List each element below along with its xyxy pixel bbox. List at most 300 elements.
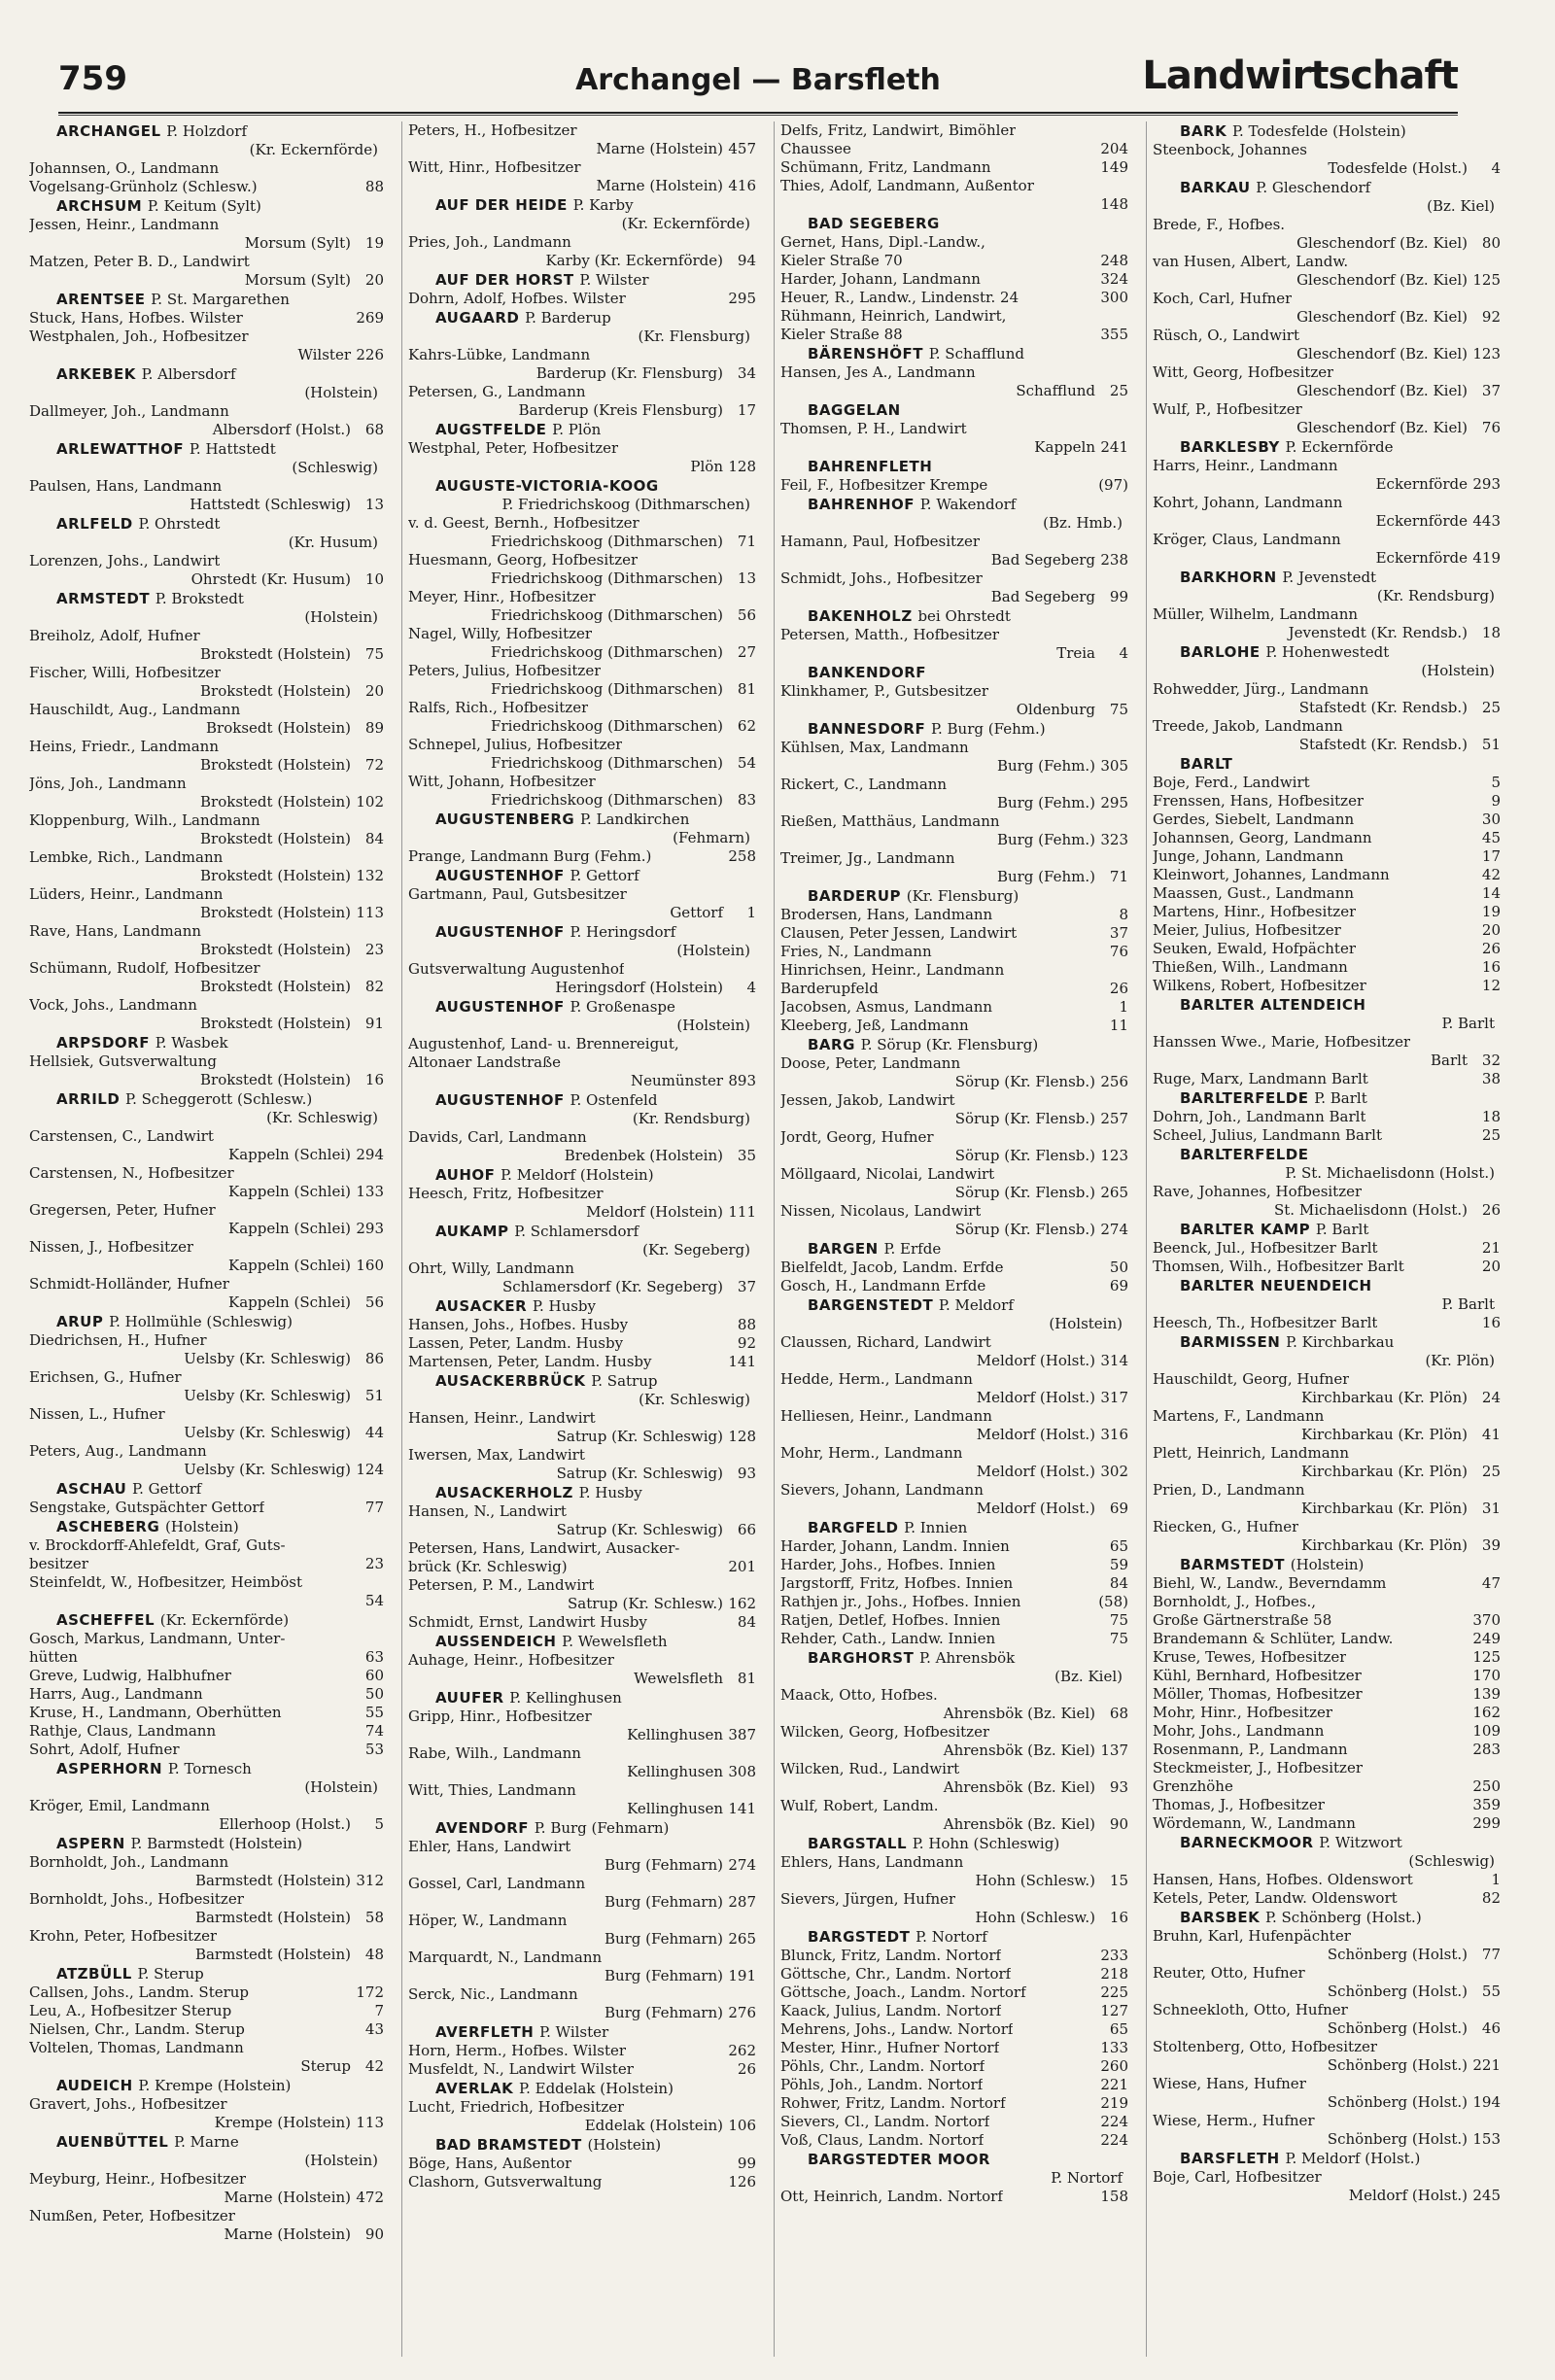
place-heading <box>29 1610 384 1630</box>
phone-number <box>750 233 756 252</box>
entry-name: Bornholdt, Joh., Landmann <box>29 1853 229 1871</box>
entry-location <box>408 791 756 810</box>
entry-name: Nagel, Willy, Hofbesitzer <box>408 625 593 642</box>
entry-name: Steinfeldt, W., Hofbesitzer, Heimböst <box>29 1573 302 1591</box>
phone-number: 141 <box>728 1800 756 1817</box>
phone-number <box>750 1053 756 1072</box>
directory-entry <box>1153 2075 1501 2093</box>
phone-number: 128 <box>728 1428 756 1445</box>
entry-name: Hansen, Johs., Hofbes. Husby <box>408 1316 629 1333</box>
place-name: ARUP <box>56 1313 104 1330</box>
entry-name: Sievers, Jürgen, Hufner <box>780 1890 956 1908</box>
place-name: AUGUSTE-VICTORIA-KOOG <box>435 477 659 495</box>
phone-number <box>750 662 756 680</box>
place-name: BARSFLETH <box>1180 2150 1280 2167</box>
place-note: (Kr. Plön) <box>1425 1352 1495 1369</box>
place-heading <box>1153 2149 1501 2168</box>
phone-number <box>750 885 756 904</box>
directory-entry <box>408 588 756 606</box>
phone-number: 293 <box>1472 475 1501 493</box>
place-note: (Kr. Husum) <box>288 534 378 551</box>
entry-location <box>29 1293 384 1312</box>
entry-location <box>408 1203 756 1222</box>
entry-name: Kruse, H., Landmann, Oberhütten <box>29 1704 282 1721</box>
entry-name: Auhage, Heinr., Hofbesitzer <box>408 1651 614 1669</box>
phone-number: 12 <box>1481 977 1501 994</box>
entry-name: Steenbock, Johannes <box>1153 141 1307 158</box>
directory-entry <box>780 1593 1128 1611</box>
location-name: Schönberg (Holst.) <box>1327 1946 1468 1963</box>
entry-name: Ott, Heinrich, Landm. Nortorf <box>780 2188 1003 2205</box>
entry-name: Jöns, Joh., Landmann <box>29 775 187 792</box>
entry-location <box>29 1220 384 1238</box>
phone-number <box>750 588 756 606</box>
phone-number <box>750 383 756 401</box>
entry-name: Carstensen, C., Landwirt <box>29 1127 214 1145</box>
entry-location <box>29 570 384 589</box>
phone-number <box>750 1781 756 1800</box>
location-name: Marne (Holstein) <box>224 2225 351 2243</box>
entry-name: Kahrs-Lübke, Landmann <box>408 346 591 363</box>
phone-number <box>1495 216 1501 234</box>
phone-number: 53 <box>364 1741 384 1758</box>
entry-location <box>408 569 756 588</box>
place-note: (Bz. Kiel) <box>1054 1668 1123 1685</box>
place-heading <box>29 290 384 309</box>
phone-number: 44 <box>364 1424 384 1441</box>
entry-location <box>780 588 1128 606</box>
entry-name: Harder, Johann, Landmann <box>780 270 981 288</box>
phone-number <box>378 885 384 904</box>
page-header <box>58 53 1458 114</box>
entry-name: Altonaer Landstraße <box>408 1053 562 1071</box>
directory-entry <box>1153 2168 1501 2187</box>
entry-name: Sievers, Cl., Landm. Nortorf <box>780 2113 990 2130</box>
entry-location <box>29 2114 384 2132</box>
entry-name: Ehler, Hans, Landwirt <box>408 1838 571 1855</box>
location-name: Sörup (Kr. Flensb.) <box>954 1147 1095 1164</box>
directory-entry <box>780 363 1128 382</box>
location-name: Krempe (Holstein) <box>214 2114 351 2131</box>
entry-location <box>1153 1201 1501 1220</box>
phone-number <box>1123 739 1128 757</box>
location-name: Kappeln (Schlei) <box>228 1257 351 1274</box>
directory-entry <box>780 1277 1128 1295</box>
directory-entry <box>780 1333 1128 1352</box>
entry-location <box>408 1800 756 1818</box>
entry-name: Bielfeldt, Jacob, Landm. Erfde <box>780 1259 1004 1276</box>
directory-entry <box>780 307 1128 326</box>
phone-number: 93 <box>1109 1778 1128 1796</box>
phone-number: 51 <box>1481 736 1501 753</box>
directory-entry <box>780 2002 1128 2020</box>
entry-name: Sengstake, Gutspächter Gettorf <box>29 1499 265 1516</box>
entry-name: Lucht, Friedrich, Hofbesitzer <box>408 2098 625 2116</box>
post-office: P. Schlamersdorf <box>514 1223 639 1240</box>
directory-entry <box>1153 1889 1501 1908</box>
directory-entry <box>408 2098 756 2117</box>
directory-entry <box>29 1164 384 1183</box>
entry-location <box>1153 419 1501 437</box>
phone-number <box>378 216 384 234</box>
place-name: BARLTERFELDE <box>1180 1089 1309 1107</box>
location-name: Barderup (Kreis Flensburg) <box>518 401 723 419</box>
phone-number: 14 <box>1481 884 1501 902</box>
directory-entry <box>1153 1370 1501 1389</box>
directory-entry <box>408 1838 756 1856</box>
directory-entry <box>780 1091 1128 1110</box>
entry-name: Jordt, Georg, Hufner <box>780 1128 934 1146</box>
entry-name: Gerdes, Siebelt, Landmann <box>1153 811 1355 828</box>
entry-name: Kieler Straße 70 <box>780 252 903 269</box>
location-name: Wewelsfleth <box>634 1670 723 1687</box>
post-office: P. Hollmühle (Schleswig) <box>109 1313 294 1330</box>
place-heading <box>408 2022 756 2042</box>
post-office: P. Nortorf <box>916 1928 987 1946</box>
location-name: Gleschendorf (Bz. Kiel) <box>1296 419 1468 436</box>
phone-number: 94 <box>737 252 756 269</box>
phone-number: 265 <box>728 1930 756 1948</box>
phone-number <box>1495 1370 1501 1389</box>
directory-entry <box>780 1947 1128 1965</box>
directory-entry <box>780 252 1128 270</box>
phone-number: 249 <box>1472 1630 1501 1647</box>
location-name: Plön <box>690 458 723 475</box>
post-office: P. Todesfelde (Holstein) <box>1231 122 1406 140</box>
entry-name: Gosch, Markus, Landmann, Unter- <box>29 1630 286 1647</box>
directory-entry <box>1153 1648 1501 1667</box>
entry-name: Rathje, Claus, Landmann <box>29 1722 217 1740</box>
directory-entry <box>1153 2001 1501 2019</box>
phone-number: 308 <box>728 1763 756 1780</box>
phone-number: 42 <box>1481 866 1501 883</box>
place-name: BARKHORN <box>1180 569 1277 586</box>
entry-location <box>29 719 384 738</box>
location-name: Marne (Holstein) <box>596 177 723 194</box>
phone-number: 72 <box>364 756 384 774</box>
phone-number <box>1495 1964 1501 1983</box>
phone-number: 16 <box>364 1071 384 1088</box>
post-office: P. Barlt <box>1314 1089 1367 1107</box>
directory-entry <box>29 328 384 346</box>
post-office: P. Karby <box>572 196 634 214</box>
post-office: P. Wasbek <box>155 1034 228 1052</box>
directory-entry <box>780 1853 1128 1872</box>
place-heading <box>29 364 384 384</box>
phone-number <box>378 1164 384 1183</box>
phone-number: 132 <box>356 867 384 884</box>
location-name: Friedrichskoog (Dithmarschen) <box>491 533 723 550</box>
entry-location <box>29 1946 384 1964</box>
directory-entry <box>29 1405 384 1424</box>
place-name: ASPERN <box>56 1835 125 1852</box>
place-note: (Holstein) <box>304 384 378 401</box>
entry-name: v. d. Geest, Bernh., Hofbesitzer <box>408 514 639 532</box>
post-office: P. Landkirchen <box>579 811 690 828</box>
place-name: BARKLESBY <box>1180 438 1280 456</box>
entry-name: brück (Kr. Schleswig) <box>408 1558 568 1575</box>
entry-name: Peters, Julius, Hofbesitzer <box>408 662 602 679</box>
place-note: (Kr. Rendsburg) <box>632 1110 750 1127</box>
entry-name: Möllgaard, Nicolai, Landwirt <box>780 1165 995 1183</box>
entry-location <box>29 793 384 811</box>
phone-number: 92 <box>1481 308 1501 326</box>
entry-location <box>1153 271 1501 290</box>
place-name: ARCHSUM <box>56 197 143 215</box>
phone-number: 302 <box>1100 1463 1128 1480</box>
phone-number: 305 <box>1100 757 1128 775</box>
location-name: Burg (Fehm.) <box>996 831 1095 848</box>
directory-entry <box>1153 1611 1501 1630</box>
phone-number: 24 <box>1481 1389 1501 1406</box>
place-name: BAGGELAN <box>808 401 901 419</box>
entry-name: Pöhls, Chr., Landm. Nortorf <box>780 2057 985 2075</box>
phone-number: 17 <box>1481 847 1501 865</box>
entry-name: Kleeberg, Jeß, Landmann <box>780 1017 969 1034</box>
directory-entry <box>29 1983 384 2002</box>
location-name: Kirchbarkau (Kr. Plön) <box>1301 1389 1468 1406</box>
entry-name: Ketels, Peter, Landw. Oldenswort <box>1153 1889 1398 1907</box>
entry-location <box>780 1184 1128 1202</box>
phone-number <box>1123 177 1128 195</box>
place-heading <box>780 400 1128 420</box>
entry-location <box>780 1110 1128 1128</box>
directory-entry <box>408 233 756 252</box>
directory-entry <box>780 2076 1128 2094</box>
location-name: Kappeln (Schlei) <box>228 1183 351 1200</box>
entry-name: Bruhn, Karl, Hufenpächter <box>1153 1927 1351 1945</box>
entry-name: Lassen, Peter, Landm. Husby <box>408 1334 624 1352</box>
entry-name: Maack, Otto, Hofbes. <box>780 1686 938 1704</box>
directory-entry <box>780 1983 1128 2002</box>
entry-location <box>408 1763 756 1781</box>
directory-entry <box>408 1613 756 1632</box>
entry-name: Petersen, P. M., Landwirt <box>408 1576 595 1594</box>
phone-number: 153 <box>1472 2130 1501 2148</box>
place-heading <box>29 1312 384 1331</box>
place-name: AUKAMP <box>435 1223 509 1240</box>
entry-location <box>29 941 384 959</box>
directory-entry <box>780 980 1128 998</box>
location-name: Kappeln (Schlei) <box>228 1293 351 1311</box>
phone-number: 82 <box>364 978 384 995</box>
entry-name: Clausen, Peter Jessen, Landwirt <box>780 924 1018 942</box>
entry-location <box>29 1387 384 1405</box>
place-heading <box>1153 1220 1501 1239</box>
entry-location <box>1153 2019 1501 2038</box>
directory-entry <box>1153 290 1501 308</box>
entry-location <box>780 1073 1128 1091</box>
location-name: Gleschendorf (Bz. Kiel) <box>1296 382 1468 399</box>
phone-number <box>750 1576 756 1595</box>
phone-number <box>378 1797 384 1815</box>
entry-name: Schümann, Fritz, Landmann <box>780 158 991 176</box>
phone-number: 69 <box>1109 1500 1128 1517</box>
phone-number: 62 <box>737 717 756 735</box>
place-heading <box>780 2150 1128 2169</box>
entry-name: Brandemann & Schlüter, Landw. <box>1153 1630 1394 1647</box>
phone-number <box>750 773 756 791</box>
directory-entry <box>1153 253 1501 271</box>
phone-number: 20 <box>1481 921 1501 939</box>
place-heading <box>408 1818 756 1838</box>
directory-entry <box>780 270 1128 289</box>
location-name: Friedrichskoog (Dithmarschen) <box>491 717 723 735</box>
directory-entry <box>780 1017 1128 1035</box>
phone-number: 133 <box>356 1183 384 1200</box>
post-office: P. Heringsdorf <box>570 923 676 941</box>
directory-entry <box>1153 1574 1501 1593</box>
place-name: BARGSTALL <box>808 1835 907 1852</box>
post-office: P. Erfde <box>883 1240 942 1258</box>
phone-number: 43 <box>364 2020 384 2038</box>
entry-name: Dohrn, Adolf, Hofbes. Wilster <box>408 290 626 307</box>
phone-number <box>750 1707 756 1726</box>
directory-entry <box>29 811 384 830</box>
place-name: BARLTER KAMP <box>1180 1221 1311 1238</box>
phone-number: 139 <box>1472 1685 1501 1703</box>
place-name: ARCHANGEL <box>56 122 161 140</box>
directory-entry <box>29 2095 384 2114</box>
entry-name: Clashorn, Gutsverwaltung <box>408 2173 603 2190</box>
phone-number: 260 <box>1100 2057 1128 2075</box>
entry-name: Gravert, Johs., Hofbesitzer <box>29 2095 227 2113</box>
entry-name: Prange, Landmann Burg (Fehm.) <box>408 847 652 865</box>
directory-entry <box>780 776 1128 794</box>
directory-entry <box>1153 605 1501 624</box>
entry-name: Mester, Hinr., Hufner Nortorf <box>780 2039 1000 2056</box>
phone-number: 99 <box>737 2155 756 2172</box>
place-note: (Kr. Flensburg) <box>638 328 750 345</box>
phone-number: 133 <box>1100 2039 1128 2056</box>
phone-number: 68 <box>364 421 384 438</box>
phone-number: 170 <box>1472 1667 1501 1684</box>
entry-name: Dallmeyer, Joh., Landmann <box>29 402 229 420</box>
place-note: (Bz. Kiel) <box>1427 197 1495 215</box>
phone-number <box>378 1201 384 1220</box>
entry-name: Maassen, Gust., Landmann <box>1153 884 1355 902</box>
place-heading <box>408 195 756 215</box>
phone-number <box>1123 1890 1128 1909</box>
location-name: Karby (Kr. Eckernförde) <box>545 252 723 269</box>
entry-name: Möller, Thomas, Hofbesitzer <box>1153 1685 1363 1703</box>
place-name: ARPSDORF <box>56 1034 150 1052</box>
directory-entry <box>780 569 1128 588</box>
entry-name: Rohwedder, Jürg., Landmann <box>1153 680 1369 698</box>
location-name: Friedrichskoog (Dithmarschen) <box>491 791 723 809</box>
phone-number: 50 <box>1109 1259 1128 1276</box>
entry-location <box>29 756 384 775</box>
location-name: Gleschendorf (Bz. Kiel) <box>1296 345 1468 362</box>
directory-entry <box>1153 1314 1501 1332</box>
directory-entry <box>1153 829 1501 847</box>
phone-number: 34 <box>737 364 756 382</box>
directory-entry <box>29 1853 384 1872</box>
place-heading <box>1153 1908 1501 1927</box>
entry-location <box>780 1778 1128 1797</box>
place-heading <box>29 121 384 141</box>
phone-number: 69 <box>1109 1277 1128 1294</box>
section-title: Landwirtschaft <box>1142 53 1458 98</box>
directory-entry <box>408 1576 756 1595</box>
entry-name: Scheel, Julius, Landmann Barlt <box>1153 1126 1382 1144</box>
entry-location <box>29 2225 384 2244</box>
phone-number: 55 <box>364 1704 384 1721</box>
directory-entry <box>1153 866 1501 884</box>
location-name: Stafstedt (Kr. Rendsb.) <box>1298 699 1468 716</box>
place-heading <box>1153 121 1501 141</box>
entry-location <box>1153 1946 1501 1964</box>
entry-location <box>1153 234 1501 253</box>
phone-number: 26 <box>1109 980 1128 997</box>
entry-location <box>408 1278 756 1296</box>
directory-entry <box>408 1502 756 1521</box>
phone-number <box>1123 1723 1128 1742</box>
entry-location <box>780 438 1128 457</box>
phone-number <box>1123 1407 1128 1426</box>
place-heading <box>29 1759 384 1778</box>
phone-number: 13 <box>737 569 756 587</box>
entry-name: Peters, H., Hofbesitzer <box>408 121 577 139</box>
phone-number: 324 <box>1100 270 1128 288</box>
directory-entry <box>29 253 384 271</box>
phone-number: 1 <box>746 904 756 921</box>
entry-name: Petersen, G., Landmann <box>408 383 586 400</box>
phone-number <box>750 1651 756 1670</box>
location-name: Kappeln (Schlei) <box>228 1146 351 1163</box>
directory-entry <box>780 961 1128 980</box>
entry-location <box>29 645 384 664</box>
directory-entry <box>29 1238 384 1257</box>
phone-number: 387 <box>728 1726 756 1743</box>
entry-name: Göttsche, Joach., Landm. Nortorf <box>780 1983 1026 2001</box>
directory-entry <box>29 1499 384 1517</box>
entry-location <box>1153 1536 1501 1555</box>
phone-number: 76 <box>1481 419 1501 436</box>
location-name: Schönberg (Holst.) <box>1327 2093 1468 2111</box>
phone-number: 416 <box>728 177 756 194</box>
phone-number: (58) <box>1098 1593 1128 1610</box>
phone-number: 258 <box>728 847 756 865</box>
phone-number <box>750 1912 756 1930</box>
place-name: BARSBEK <box>1180 1909 1261 1926</box>
place-heading <box>408 1371 756 1391</box>
place-heading <box>780 719 1128 739</box>
post-office: P. Ohrstedt <box>138 515 221 533</box>
directory-entry <box>1153 940 1501 958</box>
phone-number: 55 <box>1481 1983 1501 2000</box>
phone-number: 149 <box>1100 158 1128 176</box>
phone-number <box>1495 2112 1501 2130</box>
entry-location <box>780 1426 1128 1444</box>
directory-entry <box>1153 1630 1501 1648</box>
phone-number: 221 <box>1100 2076 1128 2093</box>
entry-name: Leu, A., Hofbesitzer Sterup <box>29 2002 232 2019</box>
place-heading <box>780 495 1128 514</box>
entry-location <box>1153 512 1501 531</box>
place-heading <box>29 196 384 216</box>
entry-location <box>29 1146 384 1164</box>
location-name: Todesfelde (Holst.) <box>1328 159 1468 177</box>
directory-entry <box>408 439 756 458</box>
location-name: Brokstedt (Holstein) <box>200 941 351 958</box>
place-name: ARENTSEE <box>56 291 146 308</box>
phone-number: 123 <box>1472 345 1501 362</box>
directory-entry <box>29 664 384 682</box>
location-name: Brokstedt (Holstein) <box>200 830 351 847</box>
entry-location <box>408 754 756 773</box>
phone-number: 77 <box>364 1499 384 1516</box>
